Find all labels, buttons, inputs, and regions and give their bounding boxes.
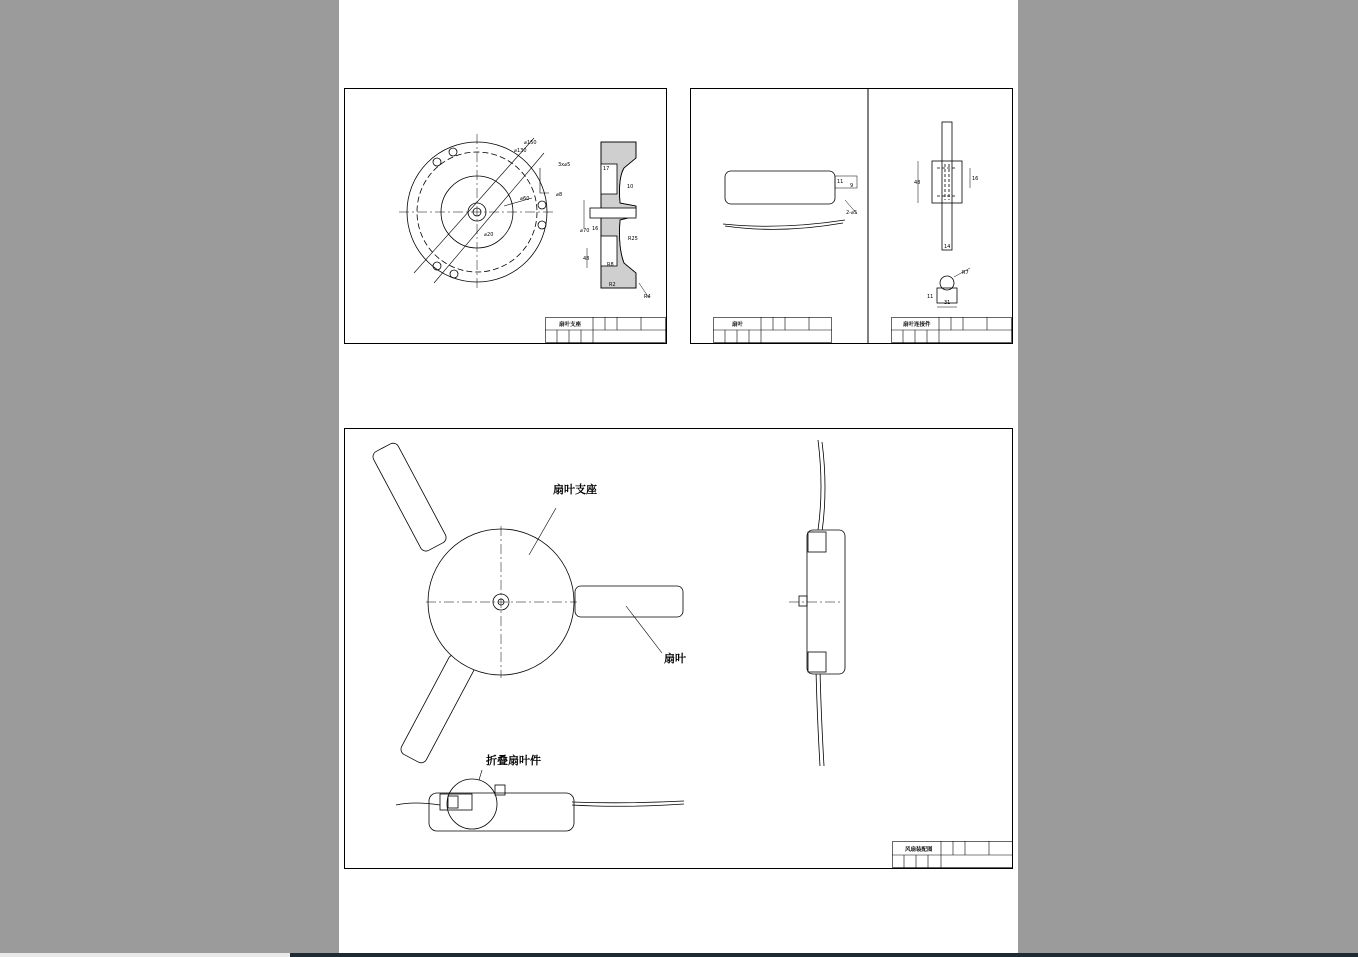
svg-text:⌀130: ⌀130: [514, 148, 527, 154]
svg-text:R8: R8: [607, 262, 614, 268]
svg-text:16: 16: [592, 226, 599, 232]
svg-text:2-⌀5: 2-⌀5: [846, 210, 858, 216]
svg-text:48: 48: [914, 180, 921, 186]
svg-text:R25: R25: [628, 236, 638, 242]
assembly-title-block-name: 风扇装配图: [905, 847, 933, 853]
drawing-sheet-hub: [344, 88, 667, 344]
svg-text:31: 31: [944, 300, 951, 306]
svg-text:16: 16: [972, 176, 979, 182]
svg-text:R2: R2: [609, 282, 616, 288]
svg-text:48: 48: [583, 256, 590, 262]
fold-label: 折叠扇叶件: [486, 754, 541, 767]
taskbar-start-area[interactable]: [0, 953, 290, 957]
svg-text:R4: R4: [644, 294, 651, 300]
svg-text:11: 11: [837, 179, 844, 185]
svg-text:⌀60: ⌀60: [520, 196, 530, 202]
svg-text:11: 11: [927, 294, 934, 300]
svg-text:9: 9: [850, 183, 854, 189]
connector-title-block-name: 扇叶连接件: [903, 322, 931, 328]
svg-text:⌀70: ⌀70: [580, 228, 590, 234]
title-block-name: 扇叶支座: [559, 322, 582, 328]
svg-text:R7: R7: [962, 270, 969, 276]
drawing-sheet-assembly: [344, 428, 1013, 869]
document-page: [339, 0, 1018, 953]
hub-label: 扇叶支座: [553, 483, 597, 496]
svg-text:⌀20: ⌀20: [484, 232, 494, 238]
svg-text:3x⌀5: 3x⌀5: [558, 162, 571, 168]
svg-text:10: 10: [627, 184, 634, 190]
svg-text:14: 14: [944, 244, 951, 250]
blade-title-block-name: 扇叶: [732, 322, 744, 328]
svg-text:⌀8: ⌀8: [556, 192, 563, 198]
drawing-sheet-blade-connector: [690, 88, 1013, 344]
blade-label: 扇叶: [664, 652, 686, 665]
svg-text:⌀150: ⌀150: [524, 140, 537, 146]
svg-text:17: 17: [603, 166, 610, 172]
